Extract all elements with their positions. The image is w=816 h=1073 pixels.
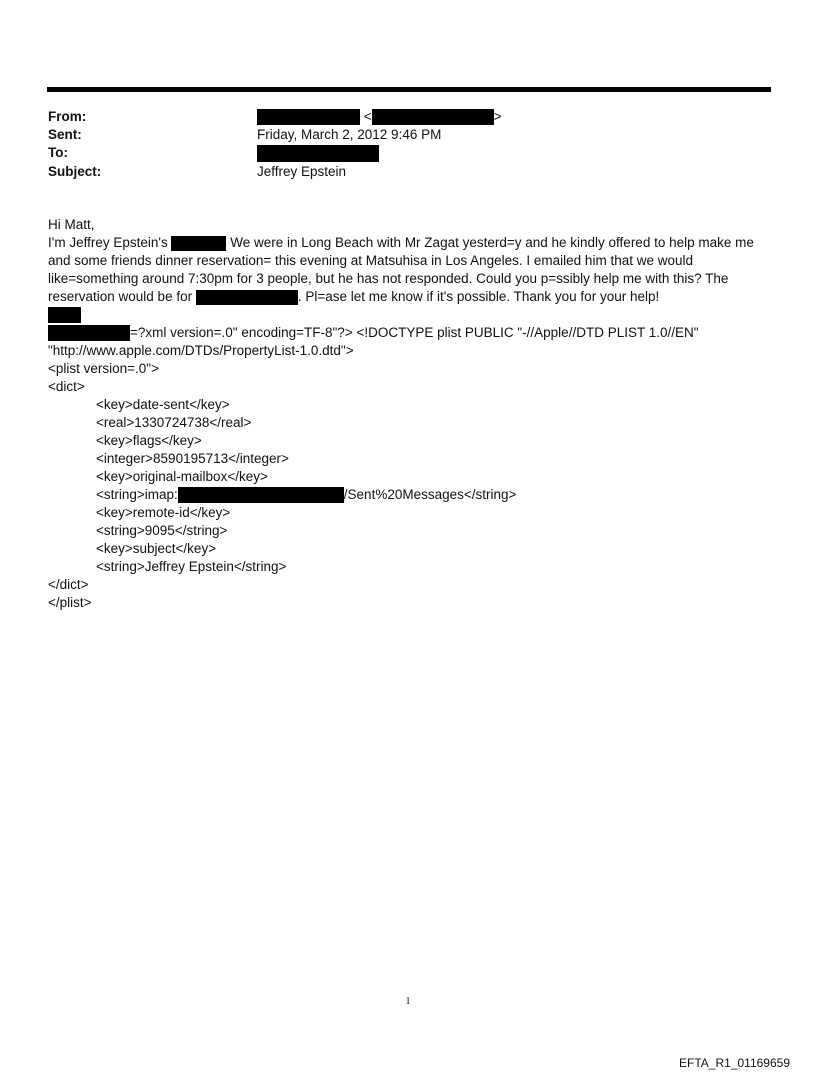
text-span: =?xml version=.0" encoding=TF-8"?> <!DOCTYPE plist PUBLIC "-//Apple//DTD PLIST 1.0//EN" <box>130 325 699 340</box>
text-span: reservation would be for <box>48 289 193 304</box>
xml-line <box>48 486 768 504</box>
redacted-line <box>48 306 768 324</box>
body-line <box>48 288 768 306</box>
xml-line: "http://www.apple.com/DTDs/PropertyList-1.0.dtd"> <box>48 343 354 358</box>
xml-line: <key>subject</key> <box>96 541 217 556</box>
sent-value: Friday, March 2, 2012 9:46 PM <box>257 127 442 142</box>
body-line: and some friends dinner reservation= this evening at Matsuhisa in Los Angeles. I emailed him that we would <box>48 253 693 268</box>
xml-line: <key>date-sent</key> <box>96 397 230 412</box>
xml-line: <plist version=.0"> <box>48 361 159 376</box>
xml-line <box>48 324 768 342</box>
from-label: From: <box>48 109 87 124</box>
from-lt: < <box>363 109 372 124</box>
xml-line: <real>1330724738</real> <box>96 415 252 430</box>
redaction-block <box>196 290 298 305</box>
redaction-block <box>257 109 360 125</box>
document-id-stamp: EFTA_R1_01169659 <box>679 1056 790 1070</box>
greeting: Hi Matt, <box>48 217 95 232</box>
xml-line: <string>9095</string> <box>96 523 228 538</box>
email-body <box>48 216 768 612</box>
xml-line: </plist> <box>48 595 92 610</box>
body-line: like=something around 7:30pm for 3 people, but he has not responded. Could you p=ssibly help me with this? The <box>48 271 729 286</box>
xml-line: <key>original-mailbox</key> <box>96 469 268 484</box>
from-value <box>257 108 502 126</box>
redaction-block <box>48 325 130 341</box>
header-rule <box>47 87 771 92</box>
xml-line: <string>Jeffrey Epstein</string> <box>96 559 287 574</box>
redaction-block <box>178 487 344 503</box>
subject-value: Jeffrey Epstein <box>257 164 347 179</box>
from-gt: > <box>493 109 502 124</box>
page-number: 1 <box>405 996 411 1007</box>
text-span: <string>imap: <box>96 487 178 502</box>
redaction-block <box>257 145 379 162</box>
xml-line: <key>remote-id</key> <box>96 505 231 520</box>
xml-line: <dict> <box>48 379 85 394</box>
text-span: . Pl=ase let me know if it's possible. Thank you for your help! <box>297 289 660 304</box>
text-span: We were in Long Beach with Mr Zagat yesterd=y and he kindly offered to help make me <box>226 235 754 250</box>
sent-label: Sent: <box>48 127 82 142</box>
body-line <box>48 234 768 252</box>
xml-line: </dict> <box>48 577 89 592</box>
xml-line: <integer>8590195713</integer> <box>96 451 289 466</box>
text-span: /Sent%20Messages</string> <box>343 487 517 502</box>
to-value <box>257 144 379 162</box>
subject-label: Subject: <box>48 164 102 179</box>
text-span: I'm Jeffrey Epstein's <box>48 235 168 250</box>
redaction-block <box>171 236 226 251</box>
redaction-block <box>372 109 494 125</box>
redaction-block <box>48 307 81 323</box>
xml-line: <key>flags</key> <box>96 433 202 448</box>
to-label: To: <box>48 145 68 160</box>
